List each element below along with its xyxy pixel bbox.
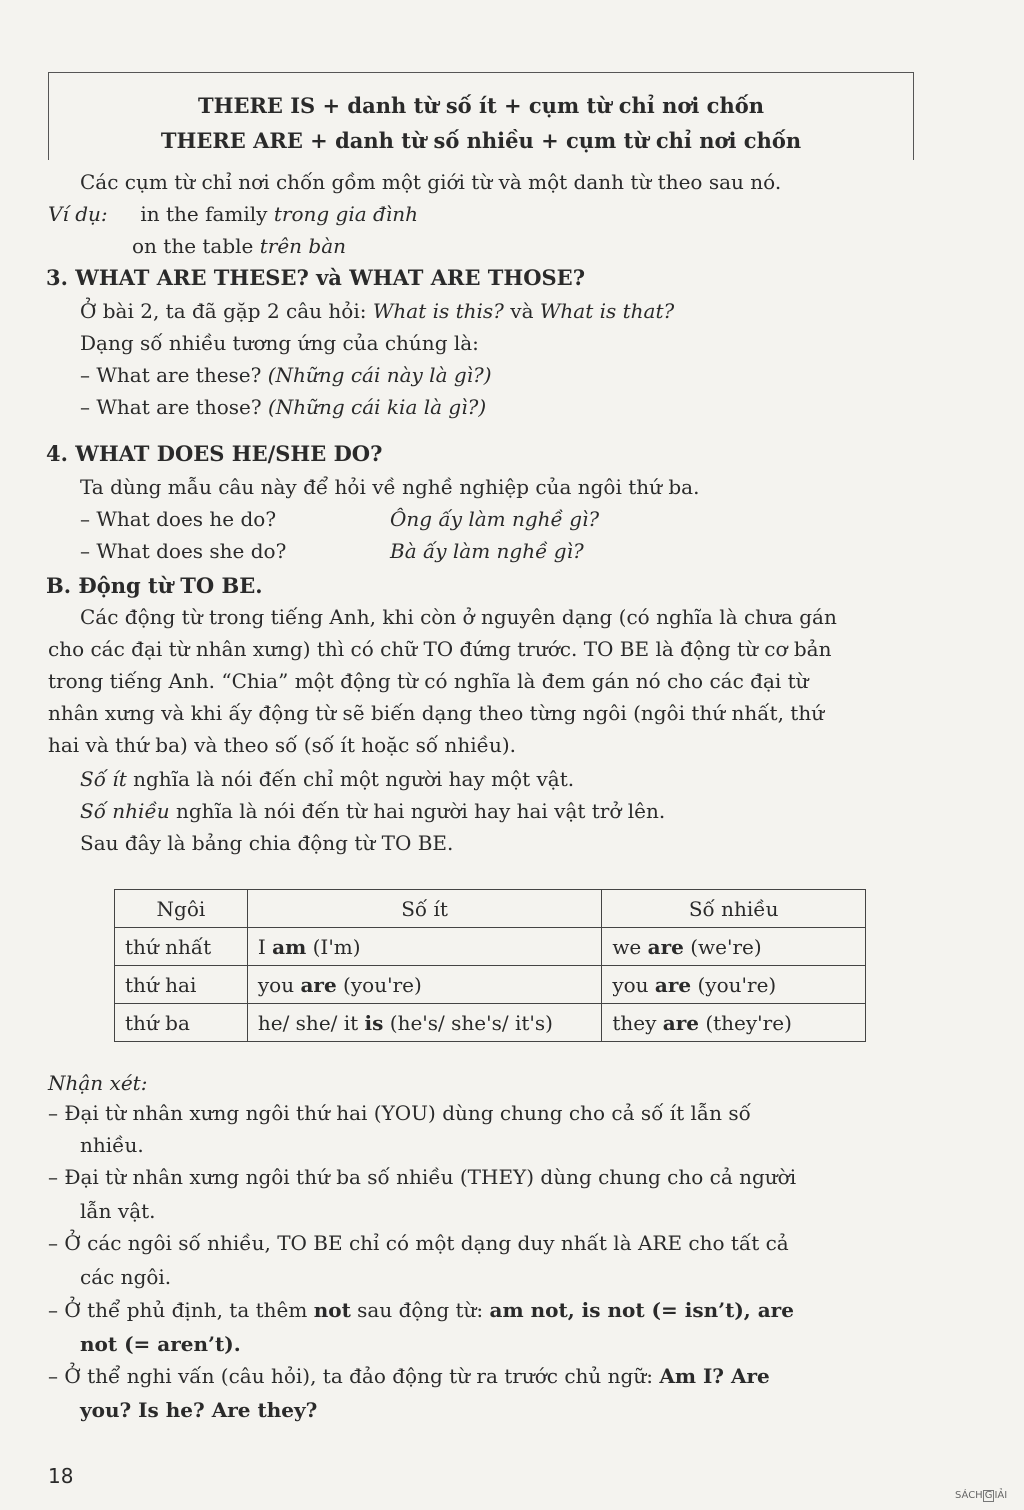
table-row	[115, 966, 866, 1004]
section-3-line-1	[80, 301, 674, 321]
cell-plural	[602, 928, 866, 966]
table-row	[115, 1004, 866, 1042]
note-1-line-a: – Đại từ nhân xưng ngôi thứ hai (YOU) dùng chung cho cả số ít lẫn số	[48, 1101, 751, 1125]
section-b-p1-l5: hai và thứ ba) và theo số (số ít hoặc số nhiều).	[48, 733, 516, 757]
rule-line-there-is: THERE IS + danh từ số ít + cụm từ chỉ nơi chốn	[197, 93, 764, 118]
conjunction-va: và	[510, 299, 534, 323]
q1-en: – What are these?	[80, 363, 262, 387]
example-2-en: on the table	[132, 234, 254, 258]
section-3-line-1-text: Ở bài 2, ta đã gặp 2 câu hỏi:	[80, 299, 367, 323]
note-4-line-b	[80, 1334, 241, 1354]
negative-forms-cont: not (= aren’t).	[80, 1332, 241, 1356]
section-4-line-1: Ta dùng mẫu câu này để hỏi về nghề nghiệp của ngôi thứ ba.	[80, 475, 700, 499]
note-1-line-b: nhiều.	[80, 1133, 144, 1157]
section-3-q1	[80, 365, 492, 385]
negative-forms: am not, is not (= isn’t), are	[489, 1298, 794, 1322]
note-2-line-b: lẫn vật.	[80, 1199, 156, 1223]
note-2-line-a: – Đại từ nhân xưng ngôi thứ ba số nhiều (THEY) dùng chung cho cả người	[48, 1165, 797, 1189]
contraction: (they're)	[705, 1010, 792, 1035]
section-4-q2-en: – What does she do?	[80, 539, 287, 563]
contraction: (you're)	[343, 972, 422, 997]
question-forms: Am I? Are	[659, 1364, 770, 1388]
table-row	[115, 928, 866, 966]
contraction: (you're)	[697, 972, 777, 997]
section-b-p1-l4: nhân xưng và khi ấy động từ sẽ biến dạng theo từng ngôi (ngôi thứ nhất, thứ	[48, 701, 825, 725]
to-be-conjugation-table	[114, 889, 866, 1042]
q2-vi: (Những cái kia là gì?)	[267, 395, 487, 419]
section-4-heading: 4. WHAT DOES HE/SHE DO?	[46, 441, 383, 466]
pronoun: I	[257, 934, 266, 959]
example-2-vi: trên bàn	[259, 234, 347, 258]
singular-text: nghĩa là nói đến chỉ một người hay một vật.	[133, 767, 575, 791]
plural-text: nghĩa là nói đến từ hai người hay hai vật trở lên.	[176, 799, 666, 823]
q2-en: – What are those?	[80, 395, 262, 419]
example-2	[132, 236, 346, 256]
pronoun: they	[612, 1010, 657, 1035]
cell-plural	[602, 1004, 866, 1042]
watermark-pre: SÁCH	[955, 1490, 983, 1501]
section-4-q1-en: – What does he do?	[80, 507, 277, 531]
cell-singular	[247, 928, 601, 966]
example-1-vi: trong gia đình	[273, 202, 418, 226]
notes-label	[48, 1073, 147, 1093]
verb-form: are	[662, 1010, 699, 1035]
notes-label-text: Nhận xét:	[48, 1071, 148, 1095]
section-3-heading: 3. WHAT ARE THESE? và WHAT ARE THOSE?	[46, 265, 585, 290]
cell-person: thứ nhất	[115, 928, 248, 966]
question-what-is-that: What is that?	[539, 299, 675, 323]
section-3-line-2: Dạng số nhiều tương ứng của chúng là:	[80, 331, 479, 355]
cell-singular	[247, 1004, 601, 1042]
section-4-q1-vi	[390, 509, 599, 529]
q2-vi-text: Bà ấy làm nghề gì?	[390, 539, 584, 563]
note-4-line-a	[48, 1300, 794, 1320]
note-5-line-b	[80, 1400, 317, 1420]
note-4-mid: sau động từ:	[357, 1298, 484, 1322]
section-b-p1-l3: trong tiếng Anh. “Chia” một động từ có nghĩa là đem gán nó cho các đại từ	[48, 669, 809, 693]
section-4-q2-vi	[390, 541, 584, 561]
intro-text: Các cụm từ chỉ nơi chốn gồm một giới từ và một danh từ theo sau nó.	[80, 170, 782, 194]
example-block	[48, 204, 418, 224]
pronoun: you	[257, 972, 295, 997]
cell-person: thứ hai	[115, 966, 248, 1004]
example-label: Ví dụ:	[48, 202, 108, 226]
note-3-line-b: các ngôi.	[80, 1265, 172, 1289]
section-b-p1-l1: Các động từ trong tiếng Anh, khi còn ở nguyên dạng (có nghĩa là chưa gán	[80, 605, 837, 629]
pronoun: we	[612, 934, 642, 959]
contraction: (we're)	[690, 934, 762, 959]
singular-definition	[80, 769, 574, 789]
q1-vi-text: Ông ấy làm nghề gì?	[390, 507, 600, 531]
cell-person: thứ ba	[115, 1004, 248, 1042]
contraction: (he's/ she's/ it's)	[389, 1010, 553, 1035]
page-number: 18	[48, 1464, 74, 1488]
header-singular: Số ít	[247, 890, 601, 928]
contraction: (I'm)	[312, 934, 361, 959]
keyword-not: not	[313, 1298, 351, 1322]
example-1-en: in the family	[140, 202, 268, 226]
bleed-through-area	[934, 90, 1024, 1190]
verb-form: am	[272, 934, 307, 959]
header-plural: Số nhiều	[602, 890, 866, 928]
header-person: Ngôi	[115, 890, 248, 928]
pronoun: he/ she/ it	[257, 1010, 359, 1035]
verb-form: is	[364, 1010, 384, 1035]
plural-term: Số nhiều	[80, 799, 170, 823]
note-4-text: – Ở thể phủ định, ta thêm	[48, 1298, 308, 1322]
table-intro: Sau đây là bảng chia động từ TO BE.	[80, 831, 454, 855]
verb-form: are	[647, 934, 684, 959]
rule-line-there-are: THERE ARE + danh từ số nhiều + cụm từ chỉ nơi chốn	[160, 128, 802, 153]
singular-term: Số ít	[80, 767, 127, 791]
note-5-text: – Ở thể nghi vấn (câu hỏi), ta đảo động từ ra trước chủ ngữ:	[48, 1364, 653, 1388]
note-3-line-a: – Ở các ngôi số nhiều, TO BE chỉ có một dạng duy nhất là ARE cho tất cả	[48, 1231, 789, 1255]
rule-box	[48, 72, 914, 160]
watermark	[955, 1490, 1007, 1502]
section-3-q2	[80, 397, 486, 417]
q1-vi: (Những cái này là gì?)	[267, 363, 492, 387]
plural-definition	[80, 801, 665, 821]
verb-form: are	[300, 972, 337, 997]
table-header-row	[115, 890, 866, 928]
cell-singular	[247, 966, 601, 1004]
verb-form: are	[654, 972, 692, 997]
section-b-heading: B. Động từ TO BE.	[46, 573, 263, 598]
cell-plural	[602, 966, 866, 1004]
question-what-is-this: What is this?	[372, 299, 504, 323]
note-5-line-a	[48, 1366, 770, 1386]
pronoun: you	[612, 972, 649, 997]
section-b-p1-l2: cho các đại từ nhân xưng) thì có chữ TO đứng trước. TO BE là động từ cơ bản	[48, 637, 832, 661]
watermark-logo-letter: G	[984, 1490, 993, 1501]
watermark-post: IẢI	[994, 1490, 1008, 1501]
question-forms-cont: you? Is he? Are they?	[80, 1398, 318, 1422]
